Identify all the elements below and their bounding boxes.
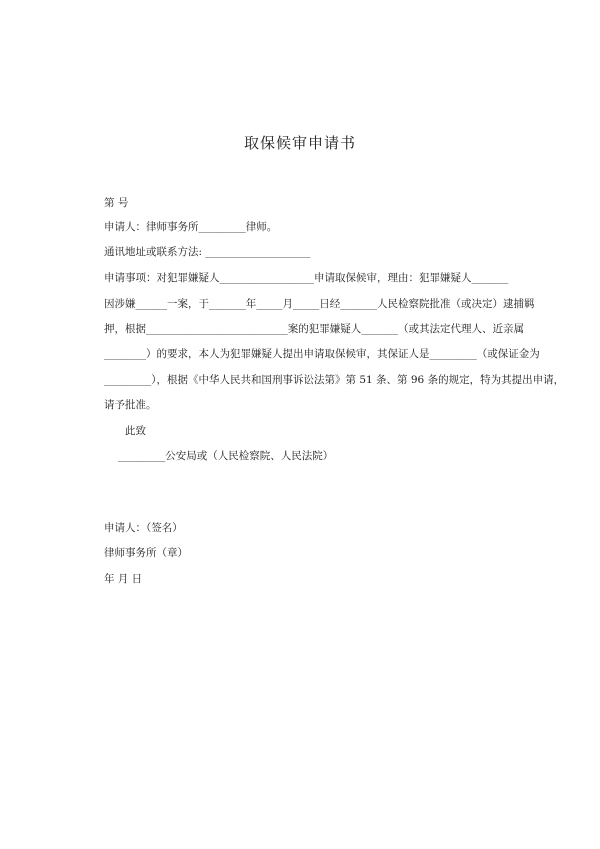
- number-line: 第 号: [104, 197, 129, 209]
- date-line: 年 月 日: [104, 573, 143, 585]
- applicant-line: 申请人：律师事务所_________律师。: [104, 221, 278, 233]
- body-line-4: ________）的要求，本人为犯罪嫌疑人提出申请取保候审，其保证人是_________（或保证金为: [104, 348, 540, 360]
- contact-line: 通讯地址或联系方法: ____________________: [104, 246, 311, 258]
- recipient-line: _________公安局或（人民检察院、人民法院）: [118, 450, 334, 462]
- body-line-5: _________），根据《中华人民共和国刑事诉讼法第》第 51 条、第 96 条的规定，特为其提出申请，: [104, 374, 565, 386]
- body-line-1: 申请事项：对犯罪嫌疑人__________________申请取保候审，理由：犯罪嫌疑人_______: [104, 272, 509, 284]
- signature-firm: 律师事务所（章）: [104, 547, 188, 559]
- body-line-2: 因涉嫌______一案，于_______年_____月_____日经_______人民检察院批准（或决定）逮捕羁: [104, 298, 535, 310]
- salutation: 此致: [125, 425, 146, 437]
- body-line-3: 押，根据___________________________案的犯罪嫌疑人_______（或其法定代理人、近亲属: [104, 323, 524, 335]
- body-line-6: 请予批准。: [104, 399, 157, 411]
- document-title: 取保候审申请书: [243, 134, 356, 152]
- signature-applicant: 申请人：（签名）: [104, 522, 183, 534]
